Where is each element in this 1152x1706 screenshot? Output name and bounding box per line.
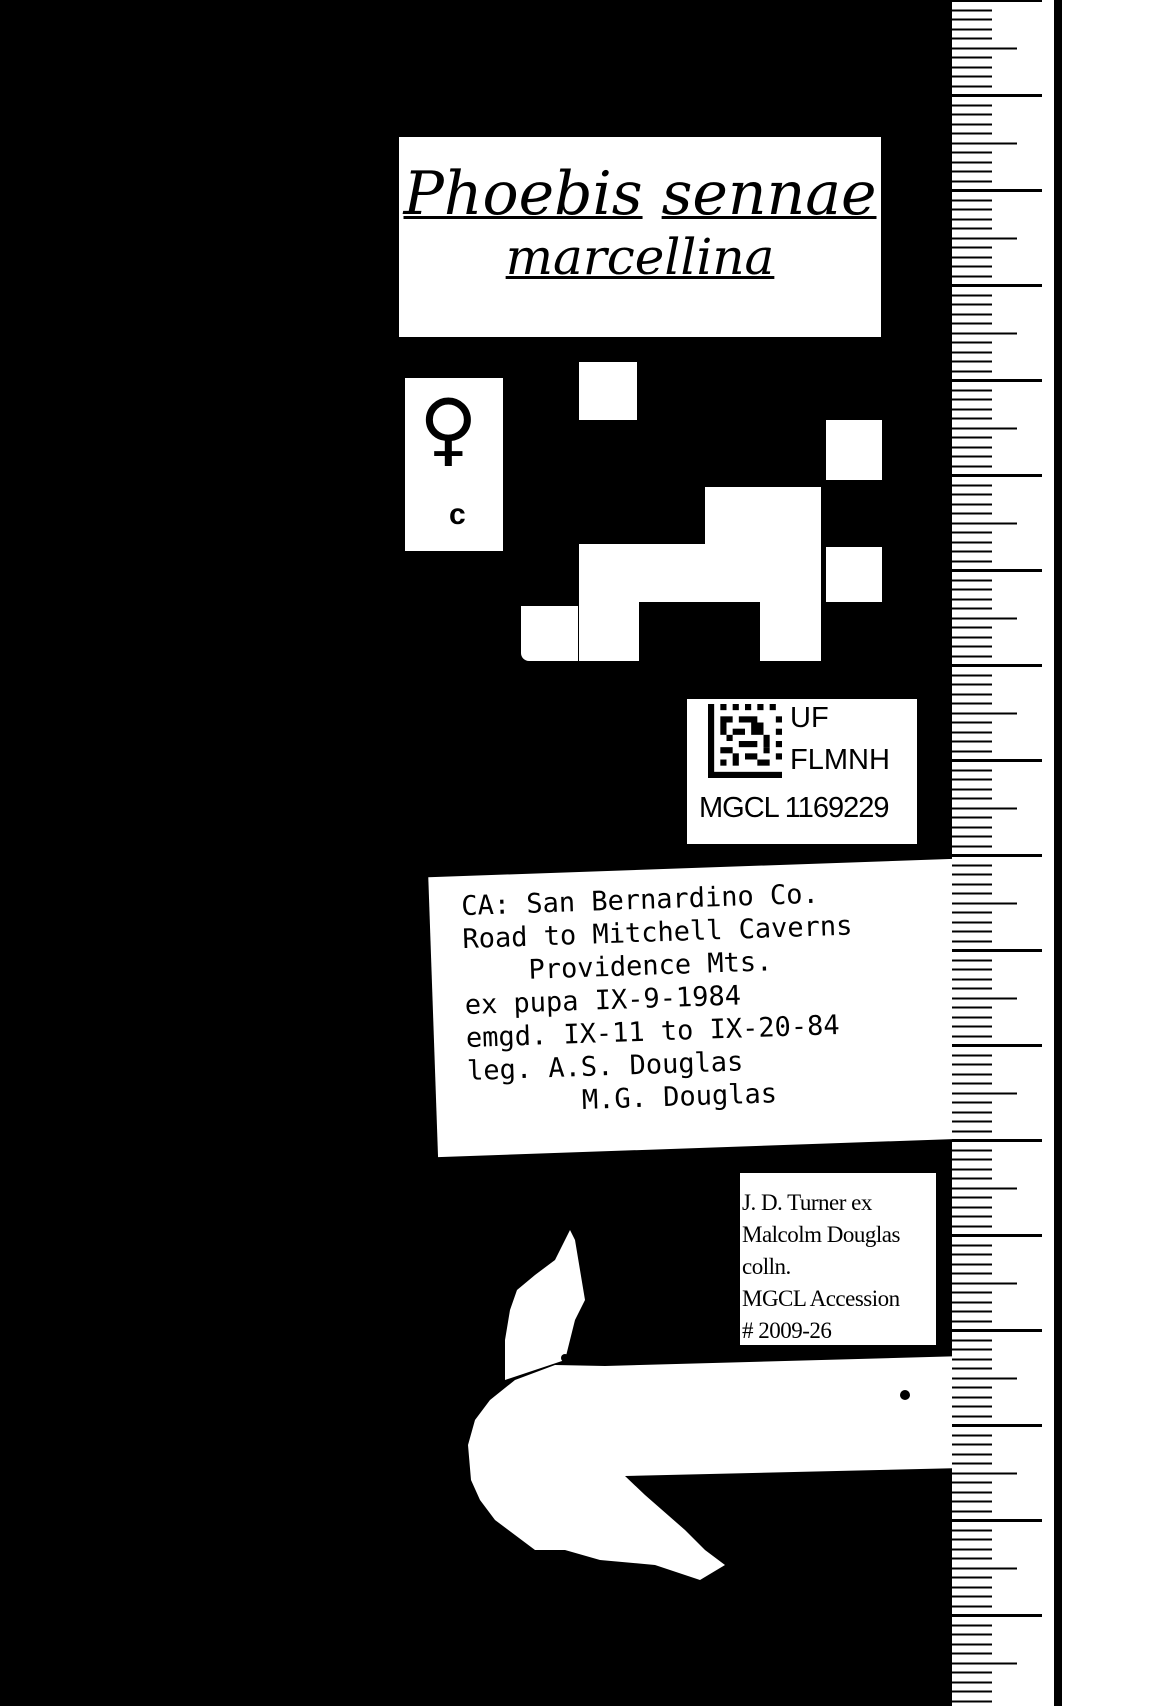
redacted-block <box>760 602 821 661</box>
catalog-number: MGCL 1169229 <box>699 792 889 824</box>
subspecies-name: marcellina <box>505 228 775 286</box>
museum-code: FLMNH <box>790 744 890 776</box>
collection-line: colln. <box>742 1254 791 1279</box>
locality-line: ex pupa IX-9-1984 <box>464 980 742 1022</box>
locality-line: M.G. Douglas <box>467 1078 778 1120</box>
background-strip <box>1062 0 1152 1706</box>
female-symbol-icon: ♀ <box>419 382 478 475</box>
locality-label <box>428 859 962 1157</box>
institution-code: UF <box>790 702 829 734</box>
locality-line: leg. A.S. Douglas <box>466 1046 744 1088</box>
redacted-block <box>579 362 637 420</box>
sex-label-mark: c <box>449 498 466 531</box>
redacted-block <box>521 606 578 661</box>
collection-line: Malcolm Douglas <box>742 1222 900 1247</box>
species-name-line <box>399 159 881 229</box>
species-epithet: sennae <box>661 159 877 229</box>
ruler-ticks <box>952 0 1054 1706</box>
genus-name: Phoebis <box>403 159 643 229</box>
collection-line: # 2009-26 <box>742 1318 832 1343</box>
collection-line: J. D. Turner ex <box>742 1190 872 1215</box>
redacted-block <box>639 544 821 602</box>
locality-line: emgd. IX-11 to IX-20-84 <box>465 1009 841 1055</box>
redacted-block <box>579 544 639 661</box>
redacted-block <box>826 547 882 602</box>
collection-line: MGCL Accession <box>742 1286 900 1311</box>
locality-line: Road to Mitchell Caverns <box>461 910 853 956</box>
subspecies-line <box>399 229 881 285</box>
specimen-mount-shape <box>405 1230 965 1590</box>
redacted-block <box>826 420 882 480</box>
barcode-label <box>687 699 917 844</box>
species-label <box>399 137 881 337</box>
redacted-block <box>705 487 821 544</box>
locality-line: Providence Mts. <box>463 946 773 989</box>
locality-line: CA: San Bernardino Co. <box>460 878 820 923</box>
sex-label <box>405 378 503 551</box>
ruler-edge <box>1054 0 1062 1706</box>
datamatrix-barcode-icon <box>708 704 782 778</box>
